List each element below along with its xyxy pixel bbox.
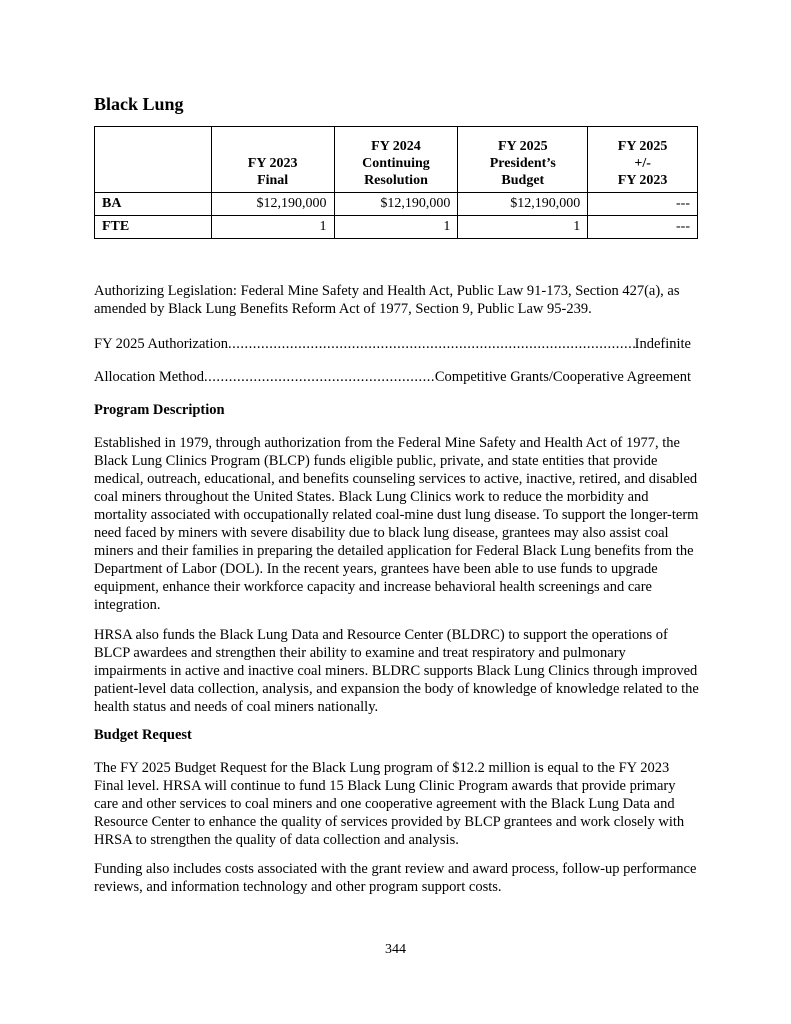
- authorizing-legislation: Authorizing Legislation: Federal Mine Safety and Health Act, Public Law 91-173, Section 427(a), as amended by Black Lung Benefits Reform Act of 1977, Section 9, Public Law 95-239.: [94, 283, 680, 317]
- table-header-cell: FY 2025 +/- FY 2023: [588, 127, 698, 193]
- table-cell: $12,190,000: [211, 193, 334, 216]
- leader-dots: [204, 369, 435, 386]
- program-description-heading: Program Description: [94, 402, 225, 418]
- table-cell: ---: [588, 193, 698, 216]
- table-header-cell: FY 2023 Final: [211, 127, 334, 193]
- table-header-cell: FY 2025 President’s Budget: [458, 127, 588, 193]
- table-row: [95, 193, 698, 216]
- table-header-row: [95, 127, 698, 193]
- page-number: 344: [385, 942, 406, 957]
- page-title: Black Lung: [94, 94, 184, 114]
- table-cell: ---: [588, 216, 698, 239]
- program-description-paragraph: HRSA also funds the Black Lung Data and Resource Center (BLDRC) to support the operations of BLCP awardees and strengthen their ability to examine and treat respiratory and pulmonary impairments in active and inactive coal miners. BLDRC supports Black Lung Clinics through improved patient-level data collection, analysis, and expansion the body of knowledge of knowledge related to the health status and needs of coal miners nationally.: [94, 627, 699, 715]
- table-cell: FTE: [95, 216, 212, 239]
- budget-request-heading: Budget Request: [94, 727, 192, 743]
- program-description-paragraph: Established in 1979, through authorization from the Federal Mine Safety and Health Act of 1977, the Black Lung Clinics Program (BLCP) funds eligible public, private, and state entities that provide medical, outreach, educational, and benefits counseling services to active, inactive, retired, and disabled coal miners throughout the United States. Black Lung Clinics work to reduce the morbidity and mortality associated with occupationally related coal-mine dust lung disease. To support the longer-term need faced by miners with severe disability due to black lung disease, grantees may also assist coal miners and their families in preparing the detailed application for Federal Black Lung benefits from the Department of Labor (DOL). In the recent years, grantees have been able to use funds to upgrade equipment, enhance their workforce capacity and increase behavioral health screenings and care integration.: [94, 435, 699, 613]
- authorization-line: [94, 336, 691, 353]
- table-cell: BA: [95, 193, 212, 216]
- table-row: [95, 216, 698, 239]
- table-header-cell: FY 2024 Continuing Resolution: [334, 127, 458, 193]
- budget-request-paragraph: Funding also includes costs associated with the grant review and award process, follow-up performance reviews, and information technology and other program support costs.: [94, 861, 697, 895]
- authorization-value: Indefinite: [634, 336, 691, 352]
- table-cell: 1: [458, 216, 588, 239]
- table-cell: $12,190,000: [334, 193, 458, 216]
- budget-request-paragraph: The FY 2025 Budget Request for the Black Lung program of $12.2 million is equal to the FY 2023 Final level. HRSA will continue to fund 15 Black Lung Clinic Program awards that provide primary care and other services to coal miners and one cooperative agreement with the Black Lung Data and Resource Center to enhance the quality of services provided by BLCP grantees and work closely with HRSA to strengthen the quality of data collection and analysis.: [94, 760, 685, 848]
- allocation-value: Competitive Grants/Cooperative Agreement: [434, 369, 691, 385]
- leader-dots: [228, 336, 635, 353]
- table-cell: 1: [334, 216, 458, 239]
- authorization-label: FY 2025 Authorization: [94, 336, 228, 352]
- allocation-label: Allocation Method: [94, 369, 204, 385]
- allocation-line: [94, 369, 691, 386]
- table-header-cell: [95, 127, 212, 193]
- table-cell: $12,190,000: [458, 193, 588, 216]
- table-cell: 1: [211, 216, 334, 239]
- budget-table: [94, 126, 698, 239]
